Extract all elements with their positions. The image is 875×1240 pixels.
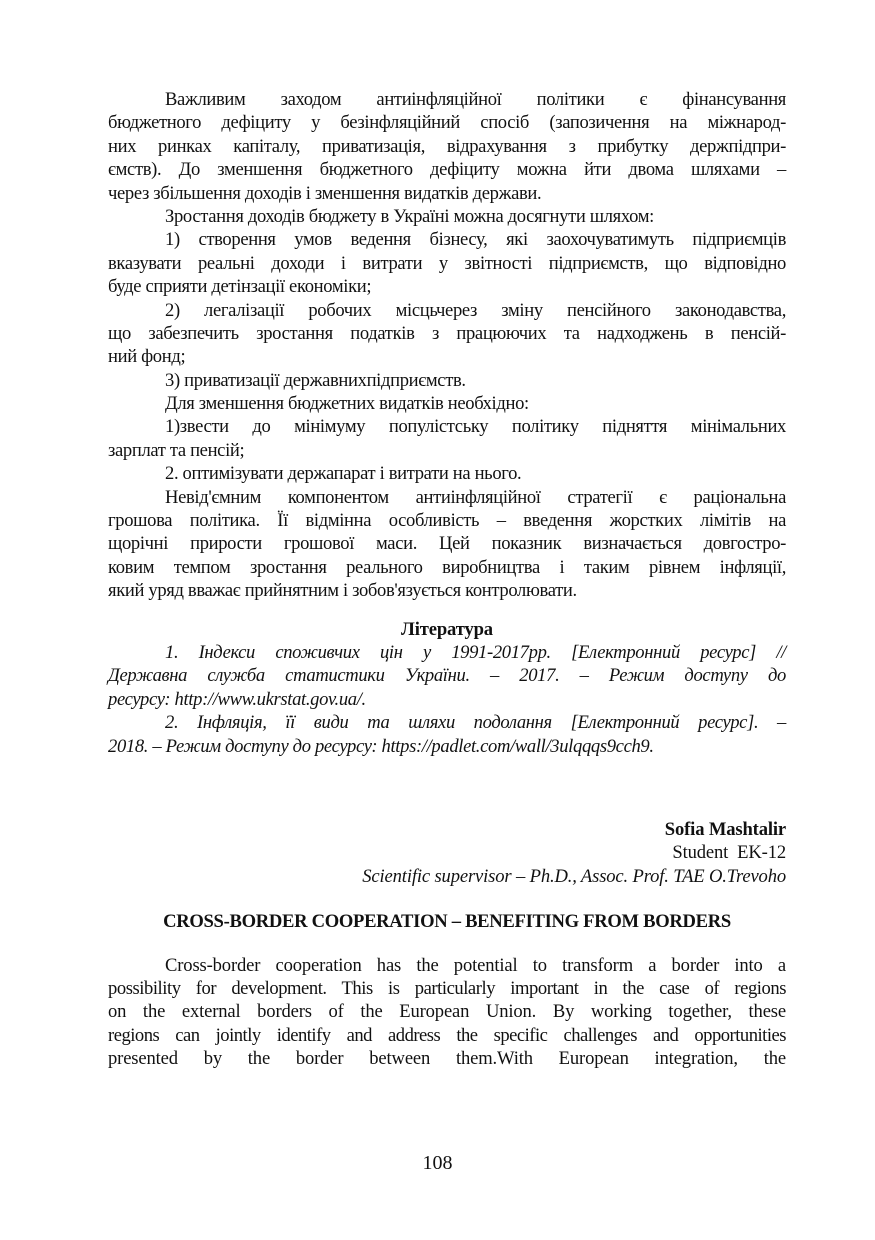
list-item-line: 2) легалізації робочих місцьчерез зміну пенсійного законодавства, (165, 299, 786, 321)
list-item-line: 3) приватизації державнихпідприємств. (165, 369, 466, 391)
paragraph-line: ковим темпом зростання реального виробництва і таким рівнем інфляції, (108, 556, 786, 578)
literature-section (108, 618, 786, 758)
paragraph-line: бюджетного дефіциту у безінфляційний спосіб (запозичення на міжнарод- (108, 112, 786, 134)
author-position: Student EK-12 (672, 842, 786, 864)
article-body (108, 954, 786, 1071)
paragraph-line: ємств). До зменшення бюджетного дефіциту можна йти двома шляхами – (108, 159, 786, 181)
list-item-line: вказувати реальні доходи і витрати у звітності підприємств, що відповідно (108, 252, 786, 274)
paragraph-line: який уряд вважає прийнятним і зобов'язується контролювати. (108, 580, 577, 602)
paragraph-line: Cross-border cooperation has the potential to transform a border into a (165, 954, 786, 976)
reference-line: Державна служба статистики України. – 2017. – Режим доступу до (108, 665, 786, 687)
document-page (108, 88, 786, 1070)
paragraph-line: possibility for development. This is particularly important in the case of regions (108, 977, 786, 999)
paragraph-line: через збільшення доходів і зменшення видатків держави. (108, 182, 542, 204)
paragraph-line: on the external borders of the European Union. By working together, these (108, 1001, 786, 1023)
author-name: Sofia Mashtalir (664, 818, 786, 840)
paragraph-line: presented by the border between them.With European integration, the (108, 1048, 786, 1070)
paragraph-line: Невід'ємним компонентом антиінфляційної стратегії є раціональна (165, 486, 786, 508)
paragraph-line: regions can jointly identify and address the specific challenges and opportunities (108, 1024, 786, 1046)
paragraph-line: Зростання доходів бюджету в Україні можна досягнути шляхом: (165, 205, 654, 227)
list-item-line: 1) створення умов ведення бізнесу, які заохочуватимуть підприємців (165, 229, 786, 251)
list-item-line: 2. оптимізувати держапарат і витрати на нього. (165, 463, 522, 485)
reference-line: 1. Індекси споживчих цін у 1991-2017рр. [Електронний ресурс] // (165, 641, 786, 663)
author-block (108, 818, 786, 888)
paragraph-line: грошова політика. Її відмінна особливість – введення жорстких лімітів на (108, 510, 786, 532)
page-number: 108 (422, 1152, 453, 1174)
section-antiinflation (108, 88, 786, 603)
reference-line[interactable]: 2018. – Режим доступу до ресурсу: https://padlet.com/wall/3ulqqqs9cch9. (108, 735, 654, 757)
reference-line: 2. Інфляція, її види та шляхи подолання [Електронний ресурс]. – (165, 712, 786, 734)
list-item-line: 1)звести до мінімуму популістську політику підняття мінімальних (165, 416, 786, 438)
list-item-line: буде сприяти детінзації економіки; (108, 276, 372, 298)
paragraph-line: щорічні прирости грошової маси. Цей показник визначається довгостро- (108, 533, 786, 555)
article-title: CROSS-BORDER COOPERATION – BENEFITING FROM BORDERS (163, 911, 731, 933)
list-item-line: що забезпечить зростання податків з працюючих та надходжень в пенсій- (108, 322, 786, 344)
literature-heading: Література (401, 618, 493, 640)
list-item-line: зарплат та пенсій; (108, 439, 245, 461)
author-supervisor: Scientific supervisor – Ph.D., Assoc. Prof. TAE O.Trevoho (362, 865, 786, 887)
paragraph-line: Для зменшення бюджетних видатків необхідно: (165, 393, 529, 415)
paragraph-line: них ринках капіталу, приватизація, відрахування з прибутку держпідпри- (108, 135, 786, 157)
reference-line[interactable]: ресурсу: http://www.ukrstat.gov.ua/. (108, 688, 366, 710)
paragraph-line: Важливим заходом антиінфляційної політики є фінансування (165, 89, 786, 110)
list-item-line: ний фонд; (108, 346, 186, 368)
